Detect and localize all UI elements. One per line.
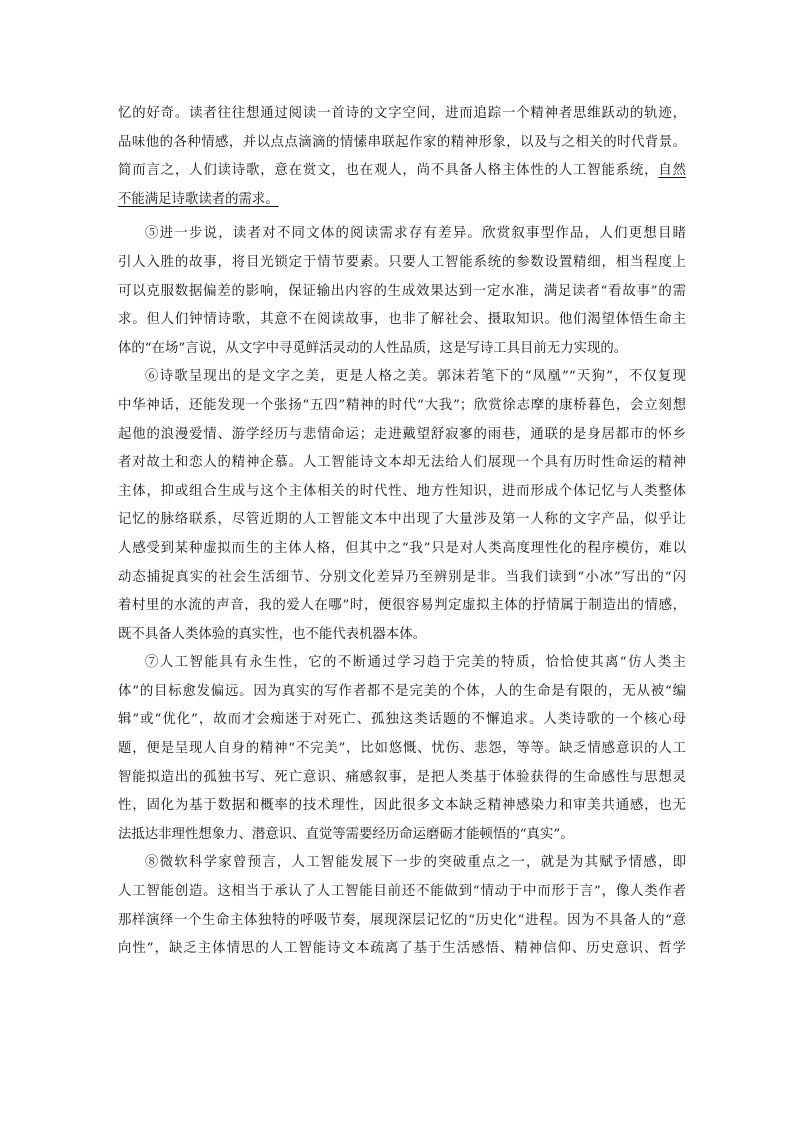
paragraph-5 — [118, 220, 686, 363]
text-line: 可以克服数据偏差的影响，保证输出内容的生成效果达到一定水准，满足读者“看故事”的需 — [118, 283, 686, 299]
text-line: 求。但人们钟情诗歌，其意不在阅读故事，也非了解社会、摄取知识。他们渴望体悟生命主 — [118, 312, 686, 328]
article-body — [118, 100, 686, 964]
text-line: 起他的浪漫爱情、游学经历与悲情命运；走进戴望舒寂寥的雨巷，通联的是身居都市的怀乡 — [118, 426, 686, 442]
text-line: ⑥诗歌呈现出的是文字之美，更是人格之美。郭沫若笔下的“凤凰”“天狗”，不仅复现 — [145, 369, 686, 385]
text-line: 动态捕捉真实的社会生活细节、分别文化差异乃至辨别是非。当我们读到“小冰”写出的“闪 — [118, 569, 686, 585]
text-line: 中华神话，还能发现一个张扬“五四”精神的时代“大我”；欣赏徐志摩的康桥暮色，会立刻想 — [118, 397, 686, 413]
text-line: 着村里的水流的声音，我的爱人在哪”时，便很容易判定虚拟主体的抒情属于制造出的情感， — [118, 598, 686, 614]
text-line: 者对故土和恋人的精神企慕。人工智能诗文本却无法给人们展现一个具有历时性命运的精神 — [118, 455, 686, 471]
text-line: ⑧微软科学家曾预言，人工智能发展下一步的突破重点之一，就是为其赋予情感，即 — [145, 855, 686, 871]
underlined-text: 不能满足诗歌读者的需求。 — [118, 191, 279, 207]
paragraph-7 — [118, 649, 686, 849]
text-segment: 简而言之，人们读诗歌，意在赏文，也在观人，尚不具备人格主体性的人工智能系统， — [118, 163, 659, 179]
text-line: 性，固化为基于数据和概率的技术理性，因此很多文本缺乏精神感染力和审美共通感，也无 — [118, 798, 686, 814]
text-line: 记忆的脉络联系，尽管近期的人工智能文本中出现了大量涉及第一人称的文字产品，似乎让 — [118, 512, 686, 528]
text-line: 既不具备人类体验的真实性，也不能代表机器本体。 — [118, 626, 426, 642]
text-line: 辑”或“优化”，故而才会痴迷于对死亡、孤独这类话题的不懈追求。人类诗歌的一个核心母 — [118, 712, 686, 728]
text-line: ⑦人工智能具有永生性，它的不断通过学习趋于完美的特质，恰恰使其离“仿人类主 — [145, 655, 686, 671]
text-line: 品味他的各种情感，并以点点滴滴的情愫串联起作家的精神形象，以及与之相关的时代背景。 — [118, 134, 686, 150]
text-line: ⑤进一步说，读者对不同文体的阅读需求存有差异。欣赏叙事型作品，人们更想目睹 — [145, 226, 686, 242]
text-line: 人工智能创造。这相当于承认了人工智能目前还不能做到“情动于中而形于言”，像人类作者 — [118, 884, 686, 900]
text-line: 忆的好奇。读者往往想通过阅读一首诗的文字空间，进而追踪一个精神者思维跃动的轨迹， — [118, 106, 686, 121]
text-line: 那样演绎一个生命主体独特的呼吸节奏，展现深层记忆的“历史化”进程。因为不具备人的“意 — [118, 912, 686, 928]
text-line: 体”的目标愈发偏远。因为真实的写作者都不是完美的个体，人的生命是有限的，无从被“编 — [118, 683, 686, 699]
text-line: 智能拟造出的孤独书写、死亡意识、痛感叙事，是把人类基于体验获得的生命感性与思想灵 — [118, 769, 686, 785]
text-line: 向性”，缺乏主体情思的人工智能诗文本疏离了基于生活感悟、精神信仰、历史意识、哲学 — [118, 941, 686, 957]
text-line: 引人入胜的故事，将目光锁定于情节要素。只要人工智能系统的参数设置精细，相当程度上 — [118, 254, 686, 270]
text-line: 题，便是呈现人自身的精神“不完美”，比如悠慨、忧伤、悲怨，等等。缺乏情感意识的人工 — [118, 741, 686, 757]
paragraph-8 — [118, 849, 686, 963]
paragraph-6 — [118, 363, 686, 649]
underlined-text: 自然 — [658, 163, 687, 179]
text-line: 主体，抑或组合生成与这个主体相关的时代性、地方性知识，进而形成个体记忆与人类整体 — [118, 483, 686, 499]
text-line — [118, 186, 686, 215]
text-line — [118, 157, 686, 186]
text-line: 体的“在场”言说，从文字中寻觅鲜活灵动的人性品质，这是写诗工具目前无力实现的。 — [118, 340, 628, 356]
text-line: 人感受到某种虚拟而生的主体人格，但其中之“我”只是对人类高度理性化的程序模仿，难以 — [118, 540, 686, 556]
text-line: 法抵达非理性想象力、潜意识、直觉等需要经历命运磨砺才能顿悟的“真实”。 — [118, 826, 574, 842]
paragraph-continuation — [118, 100, 686, 214]
